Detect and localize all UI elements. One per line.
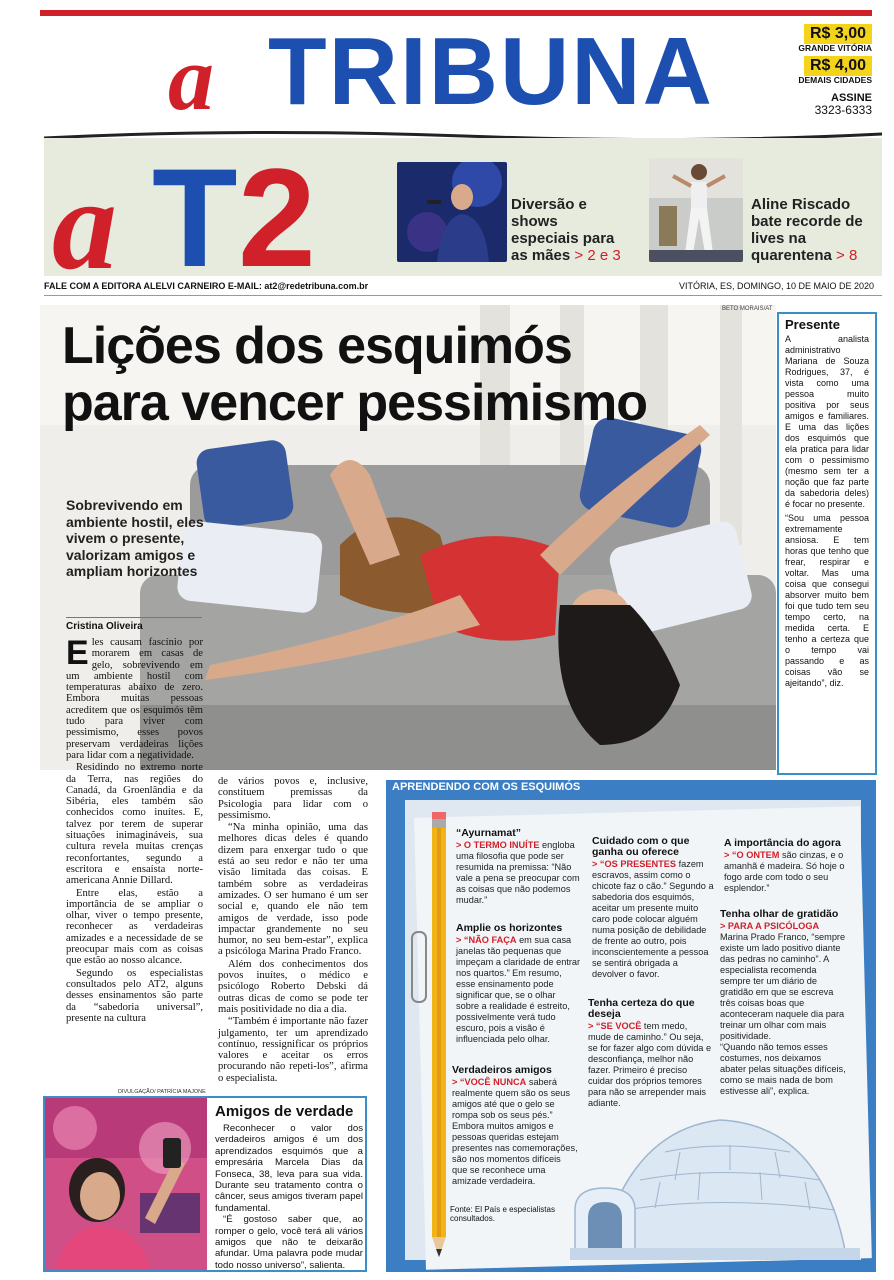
tip-agora [724, 838, 848, 894]
tip-presentes-lead: > “OS PRESENTES [592, 859, 676, 869]
tip-horizontes-title: Amplie os horizontes [456, 922, 563, 934]
pencil-illustration [410, 812, 450, 1262]
tip-certeza-body: tem medo, mude de caminho.” Ou seja, se for fazer algo com dúvida e desconfiança, melhor não fazer. Primeiro é preciso cuidar dos próprios temores para não se arrepender mais adiante. [588, 1021, 712, 1108]
headline-line-1: Lições dos esquimós [62, 317, 572, 375]
tip-horizontes-body: em sua casa janelas tão pequenas que impeçam a claridade de entrar nos quartos.” Em resumo, esse ensinamento pode significar que, se o olhar sobre a realidade é estreito, possivelmente verá tudo escuro, pois a visão é influenciada pelo olhar. [456, 935, 581, 1044]
tip-amigos-title: Verdadeiros amigos [452, 1064, 552, 1076]
top-rule [40, 10, 872, 16]
tip-presentes-body: fazem escravos, assim como o chicote faz o cão.” Segundo a sabedoria dos esquimós, aceitar um presente muito caro pode colocar alguém numa posição de debilidade de frente ao outro, pois inconscientemente a pessoa se sentirá obrigada a devolver o favor. [592, 859, 714, 979]
promo-aline-photo[interactable] [649, 158, 743, 262]
tip-ayurnamat-lead: > O TERMO INUÍTE [456, 840, 540, 850]
section-logo-t: T [152, 139, 238, 296]
tip-amigos-body: saberá realmente quem são os seus amigos até que o gelo se rompa sob os seus pés.” Embora muitos amigos e pessoas queridas estejam presentes nas comemorações, são nos momentos difíceis que se reconhece uma amizade verdadeira. [452, 1077, 578, 1186]
tip-presentes [592, 836, 714, 980]
tip-gratidao [720, 909, 848, 1097]
price-grande-vitoria-caption: GRANDE VITÓRIA [798, 43, 872, 53]
promo-aline[interactable] [751, 196, 881, 264]
promo-aline-text: Aline Riscado bate recorde de lives na quarentena [751, 196, 863, 264]
amigos-paragraph-2: “É gostoso saber que, ao romper o gelo, você terá ali vários amigos que não te deixarão afundar. Uma palavra pode mudar todo nosso universo”, salienta. [215, 1214, 363, 1271]
igloo-illustration [570, 1100, 860, 1260]
presente-paragraph-1: A analista administrativo Mariana de Souza Rodrigues, 37, é vista como uma pessoa muito positiva por seus amigos e familiares. E uma das lições dos esquimós que ela pratica para lidar com o pessimismo (mesmo sem ter a noção que faz parte da sabedoria deles) é focar no presente. [785, 334, 869, 509]
subscribe-label: ASSINE [831, 92, 872, 104]
tip-gratidao-body: Marina Prado Franco, “sempre existe um lado positivo diante das pedras no caminho”. A especialista recomenda sempre ter um diário de gratidão em que se escreva três coisas boas que aconteceram naquele dia para treinar um olhar com mais positividade. [720, 932, 846, 1041]
presente-box [777, 312, 877, 775]
col1-paragraph-4: Segundo os especialistas consultados pelo AT2, alguns desses ensinamentos são parte da “sabedoria universal”, presente na cultura [66, 967, 203, 1024]
tip-horizontes [456, 923, 581, 1045]
promo-singer-photo[interactable] [397, 162, 507, 262]
tip-agora-body: são cinzas, e o amanhã é madeira. Só hoje o fogo arde com todo o seu esplendor.” [724, 850, 845, 893]
amigos-text [215, 1103, 363, 1271]
tip-amigos [452, 1065, 578, 1187]
col1-paragraph-1: les causam fascínio por morarem em casas de gelo, sobrevivendo em um ambiente hostil com temperaturas abaixo de zero. Embora muitas pessoas acreditem que os esquimós têm tudo para viver com pessimismo, esses povos preservam verdadeiras lições para lidar com a negatividade. [66, 637, 203, 761]
article-subhead: Sobrevivendo em ambiente hostil, eles vivem o presente, valorizam amigos e ampliam horizontes [66, 497, 204, 579]
section-logo-2: 2 [238, 139, 316, 296]
amigos-title: Amigos de verdade [215, 1103, 354, 1120]
dateline: VITÓRIA, ES, DOMINGO, 10 DE MAIO DE 2020 [678, 281, 874, 291]
col2-paragraph-3: Além dos conhecimentos dos povos inuítes, o médico e psicólogo Roberto Debski dá outras dicas de como se pode ter mais positividade no dia a dia. [218, 958, 368, 1015]
tip-gratidao-quote: “Quando não temos esses costumes, nos deixamos abater pelas situações difíceis, como se mais nada de bom estivesse ali”, explica. [720, 1042, 846, 1096]
price-demais-cidades-caption: DEMAIS CIDADES [798, 75, 872, 85]
col1-paragraph-2: Residindo no extremo norte da Terra, nas regiões do Canadá, da Groenlândia e da Sibéria, eles também são conhecidos como inuítes. E, talvez por terem de superar situações inimagináveis, sua cultura revela muitas crenças reconfortantes, segundo a escritora e ensaísta norte-americana Annie Dillard. [66, 762, 203, 887]
promo-aline-pages: > 8 [836, 247, 858, 264]
tip-agora-title: A importância do agora [724, 837, 841, 849]
price-grande-vitoria: R$ 3,00 [804, 24, 872, 44]
logo-a: a [168, 27, 214, 129]
tip-ayurnamat [456, 828, 581, 906]
section-logo-a: a [52, 153, 117, 297]
tip-horizontes-lead: > “NÃO FAÇA [456, 935, 517, 945]
aprendendo-title: APRENDENDO COM OS ESQUIMÓS [392, 781, 581, 793]
editor-contact: FALE COM A EDITORA ALELVI CARNEIRO E-MAIL: at2@redetribuna.com.br [44, 281, 369, 291]
source-note: Fonte: El País e especialistas consultados. [450, 1205, 555, 1223]
presente-paragraph-2: “Sou uma pessoa extremamente ansiosa. E tem horas que tenho que frear, respirar e voltar. Mas uma coisa que consegui absorver muito bem foi que tudo tem seu tempo certo, na medida certa. E tenho a certeza que o tempo vai passando e as coisas vão se ajeitando”, diz. [785, 513, 869, 688]
tip-ayurnamat-title: “Ayurnamat” [456, 827, 521, 839]
tip-certeza-lead: > “SE VOCÊ [588, 1021, 642, 1031]
article-byline: Cristina Oliveira [66, 617, 202, 632]
tip-gratidao-lead: > PARA A PSICÓLOGA [720, 921, 820, 931]
section-infobar [44, 278, 882, 296]
amigos-photo [45, 1098, 207, 1270]
logo-tribuna: TRIBUNA [268, 18, 714, 125]
price-demais-cidades: R$ 4,00 [804, 56, 872, 76]
article-headline [62, 318, 647, 432]
tip-certeza [588, 998, 712, 1109]
col2-paragraph-4: “Também é importante não fazer julgamento, ter um aprendizado contínuo, ressignificar os próprios valores e aceitar os erros procurando não repeti-los”, afirma o especialista. [218, 1016, 368, 1084]
article-column-2 [218, 776, 368, 1085]
amigos-photo-credit: DIVULGAÇÃO/ PATRÍCIA MAJONE [118, 1089, 206, 1095]
subscribe-phone: 3323-6333 [814, 103, 872, 117]
promo-diversao-text: Diversão e shows especiais para as mães [511, 196, 615, 264]
dropcap: E [66, 634, 89, 672]
tip-certeza-title: Tenha certeza do que deseja [588, 997, 695, 1020]
article-column-1 [66, 634, 203, 1025]
tip-ayurnamat-body: engloba uma filosofia que pode ser resumida na premissa: “Não vale a pena se preocupar com as coisas que não podemos mudar.” [456, 840, 580, 905]
headline-line-2: para vencer pessimismo [62, 374, 647, 432]
col1-paragraph-3: Entre elas, estão a importância de se ampliar o olhar, viver o tempo presente, reconhecer as verdadeiras amizades e a necessidade de se preocupar mais com as coisas que estão ao nosso alcance. [66, 887, 203, 967]
tip-presentes-title: Cuidado com o que ganha ou oferece [592, 835, 690, 858]
tip-amigos-lead: > “VOCÊ NUNCA [452, 1077, 527, 1087]
promo-diversao[interactable] [511, 196, 629, 264]
col2-paragraph-1: de vários povos e, inclusive, constituem premissas da Psicologia para lidar com o pessimismo. [218, 776, 368, 821]
tip-agora-lead: > “O ONTEM [724, 850, 780, 860]
subscribe-info [815, 92, 872, 116]
photo-credit: BETO MORAIS/AT [722, 306, 773, 312]
col2-paragraph-2: “Na minha opinião, uma das melhores dicas deles é quando dizem para enxergar tudo o que está ao seu redor e não ter uma visão limitada das coisas. E também sobre as verdadeiras amizades. O ser humano é um ser social e, quando ele não tem amigos de verdade, isso pode impactar grandemente no seu humor, no seu bem-estar”, explica a psicóloga Marina Prado Franco. [218, 822, 368, 958]
presente-title: Presente [785, 317, 840, 332]
tip-gratidao-title: Tenha olhar de gratidão [720, 908, 839, 920]
amigos-paragraph-1: Reconhecer o valor dos verdadeiros amigos é um dos aprendizados esquimós que a empresária Marcela Dias da Fonseca, 38, leva para sua vida. Durante seu tratamento contra o câncer, seus amigos tiveram papel fundamental. [215, 1123, 363, 1214]
promo-diversao-pages: > 2 e 3 [574, 247, 621, 264]
